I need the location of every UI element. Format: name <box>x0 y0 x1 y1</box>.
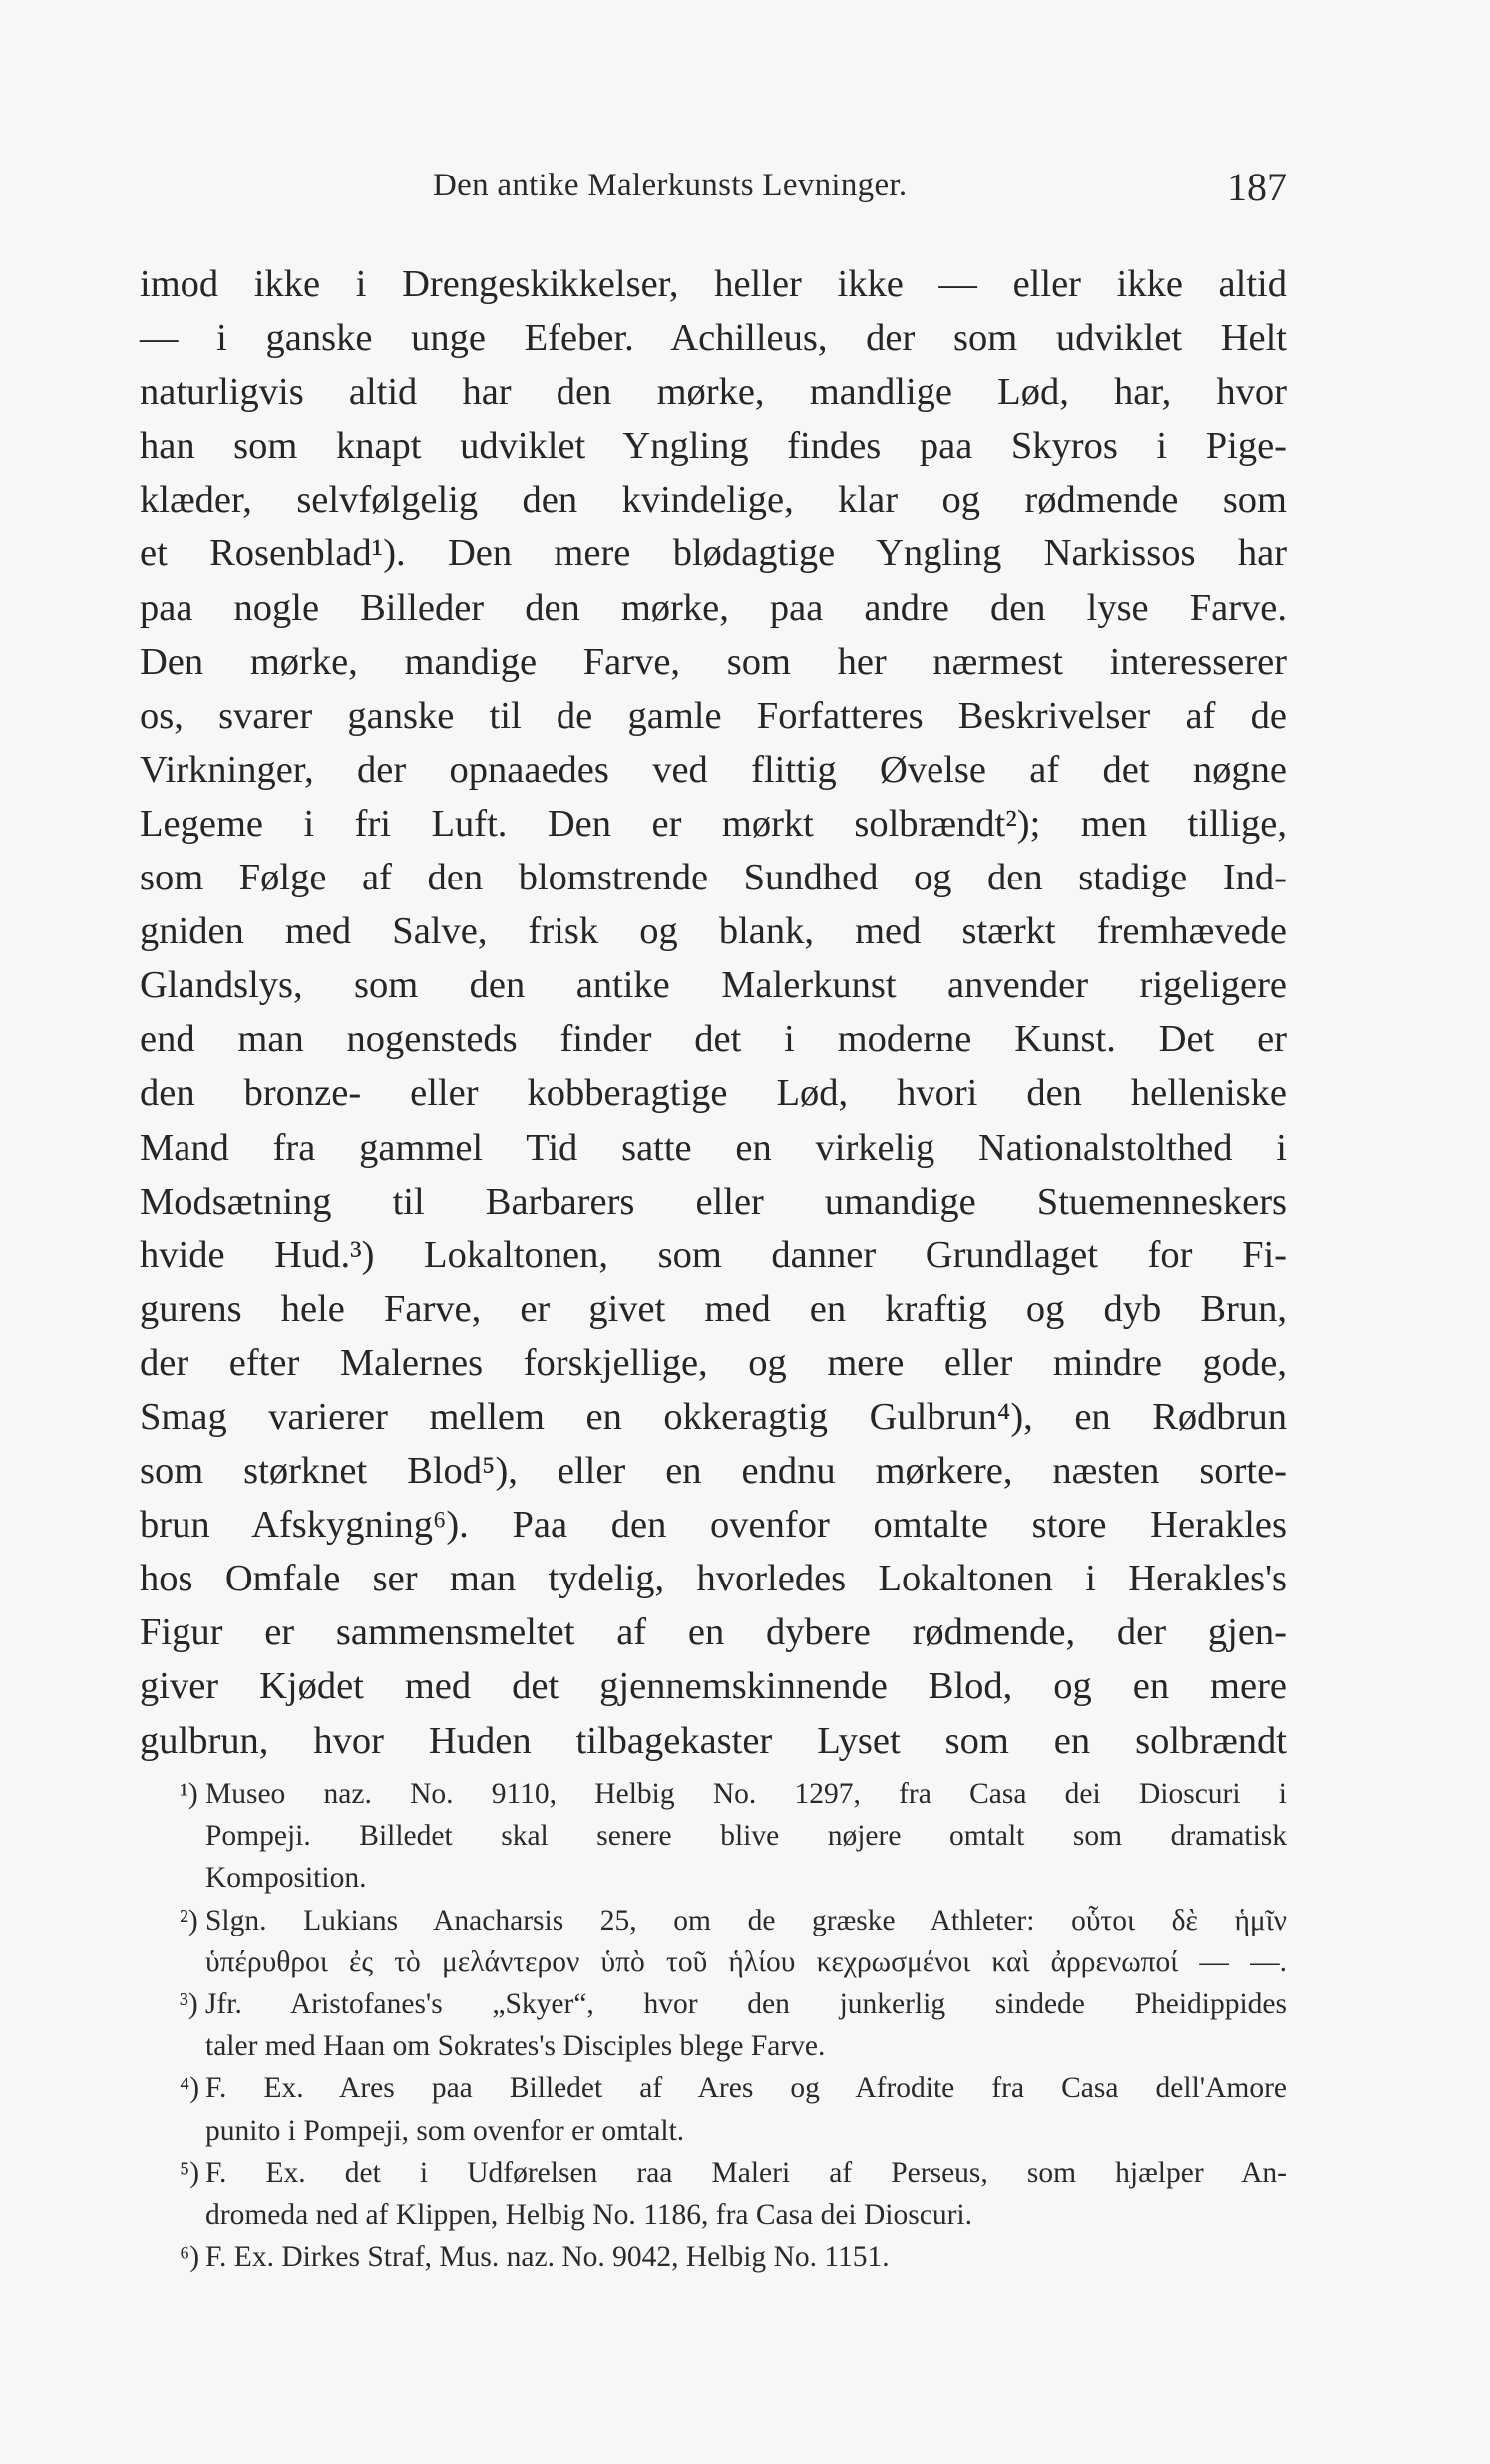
page-number: 187 <box>1227 165 1287 209</box>
text-line: giver Kjødet med det gjennemskinnende Blod, og en mere <box>140 1665 1287 1708</box>
page-header <box>140 165 1287 213</box>
footnote-text: Museo naz. No. 9110, Helbig No. 1297, fra Casa dei Dioscuri i <box>205 1778 1287 1810</box>
footnote-text: ὑπέρυθροι ἐς τὸ μελάντερον ὑπὸ τοῦ ἡλίου κεχρωσμένοι καὶ ἀρρενωποί — —. <box>205 1945 1287 1978</box>
text-line: hos Omfale ser man tydelig, hvorledes Lokaltonen i Herakles's <box>140 1558 1287 1600</box>
text-line: naturligvis altid har den mørke, mandlige Lød, har, hvor <box>140 371 1287 414</box>
footnote-marker: ³) <box>180 1987 198 2020</box>
text-line: Modsætning til Barbarers eller umandige Stuemenneskers <box>140 1180 1287 1223</box>
text-line: os, svarer ganske til de gamle Forfatteres Beskrivelser af de <box>140 694 1287 737</box>
text-line: end man nogensteds finder det i moderne Kunst. Det er <box>140 1018 1287 1061</box>
text-line: som Følge af den blomstrende Sundhed og den stadige Ind- <box>140 857 1287 899</box>
text-line: imod ikke i Drengeskikkelser, heller ikke — eller ikke altid <box>140 263 1287 305</box>
footnote-marker: ¹) <box>180 1778 198 1810</box>
footnote-text: taler med Haan om Sokrates's Disciples blege Farve. <box>205 2030 826 2063</box>
text-line: Virkninger, der opnaaedes ved flittig Øvelse af det nøgne <box>140 748 1287 791</box>
footnote-2 <box>140 1900 1287 1941</box>
footnote-text: F. Ex. Ares paa Billedet af Ares og Afrodite fra Casa dell'Amore <box>205 2072 1287 2105</box>
footnote-text: Jfr. Aristofanes's „Skyer“, hvor den junkerlig sindede Pheidippides <box>205 1987 1287 2020</box>
text-line: han som knapt udviklet Yngling findes paa Skyros i Pige- <box>140 425 1287 468</box>
text-line: brun Afskygning⁶). Paa den ovenfor omtalte store Herakles <box>140 1504 1287 1547</box>
footnote-text: F. Ex. det i Udførelsen raa Maleri af Perseus, som hjælper An- <box>205 2156 1287 2189</box>
footnote-4 <box>140 2067 1287 2109</box>
footnote-5 <box>140 2152 1287 2194</box>
text-line: klæder, selvfølgelig den kvindelige, klar og rødmende som <box>140 479 1287 522</box>
text-line: den bronze- eller kobberagtige Lød, hvori den helleniske <box>140 1072 1287 1115</box>
footnote-text: Slgn. Lukians Anacharsis 25, om de græske Athleter: οὗτοι δὲ ἡμῖν <box>205 1904 1287 1936</box>
text-line: Glandslys, som den antike Malerkunst anvender rigeligere <box>140 964 1287 1007</box>
footnote-text: Komposition. <box>205 1862 367 1895</box>
footnote-text: dromeda ned af Klippen, Helbig No. 1186, fra Casa dei Dioscuri. <box>205 2198 972 2231</box>
text-line: Den mørke, mandige Farve, som her nærmest interesserer <box>140 640 1287 683</box>
text-line: paa nogle Billeder den mørke, paa andre den lyse Farve. <box>140 586 1287 629</box>
text-line: Legeme i fri Luft. Den er mørkt solbrændt²); men tillige, <box>140 802 1287 845</box>
text-line: der efter Malernes forskjellige, og mere eller mindre gode, <box>140 1341 1287 1384</box>
footnote-marker: ⁴) <box>180 2072 200 2105</box>
main-text <box>140 257 1287 1768</box>
text-line: som størknet Blod⁵), eller en endnu mørkere, næsten sorte- <box>140 1450 1287 1493</box>
text-line: Mand fra gammel Tid satte en virkelig Nationalstolthed i <box>140 1126 1287 1169</box>
footnote-text: punito i Pompeji, som ovenfor er omtalt. <box>205 2114 685 2147</box>
text-line: — i ganske unge Efeber. Achilleus, der som udviklet Helt <box>140 317 1287 360</box>
text-line: Smag varierer mellem en okkeragtig Gulbrun⁴), en Rødbrun <box>140 1395 1287 1438</box>
text-line: gniden med Salve, frisk og blank, med stærkt fremhævede <box>140 910 1287 953</box>
footnote-3 <box>140 1983 1287 2025</box>
text-line: et Rosenblad¹). Den mere blødagtige Yngling Narkissos har <box>140 532 1287 575</box>
footnote-text: F. Ex. Dirkes Straf, Mus. naz. No. 9042, Helbig No. 1151. <box>205 2241 890 2274</box>
text-line: gurens hele Farve, er givet med en kraftig og dyb Brun, <box>140 1287 1287 1330</box>
text-line: Figur er sammensmeltet af en dybere rødmende, der gjen- <box>140 1611 1287 1654</box>
footnote-1 <box>140 1773 1287 1815</box>
footnote-text: Pompeji. Billedet skal senere blive nøjere omtalt som dramatisk <box>205 1820 1287 1853</box>
footnote-6 <box>140 2236 1287 2278</box>
text-line: hvide Hud.³) Lokaltonen, som danner Grundlaget for Fi- <box>140 1233 1287 1276</box>
footnote-marker: ⁵) <box>180 2156 200 2189</box>
running-head: Den antike Malerkunsts Levninger. <box>433 168 908 203</box>
footnote-marker: ²) <box>180 1904 198 1936</box>
text-line: gulbrun, hvor Huden tilbagekaster Lyset som en solbrændt <box>140 1719 1287 1762</box>
footnotes <box>140 1773 1287 2278</box>
footnote-marker: ⁶) <box>180 2241 200 2274</box>
